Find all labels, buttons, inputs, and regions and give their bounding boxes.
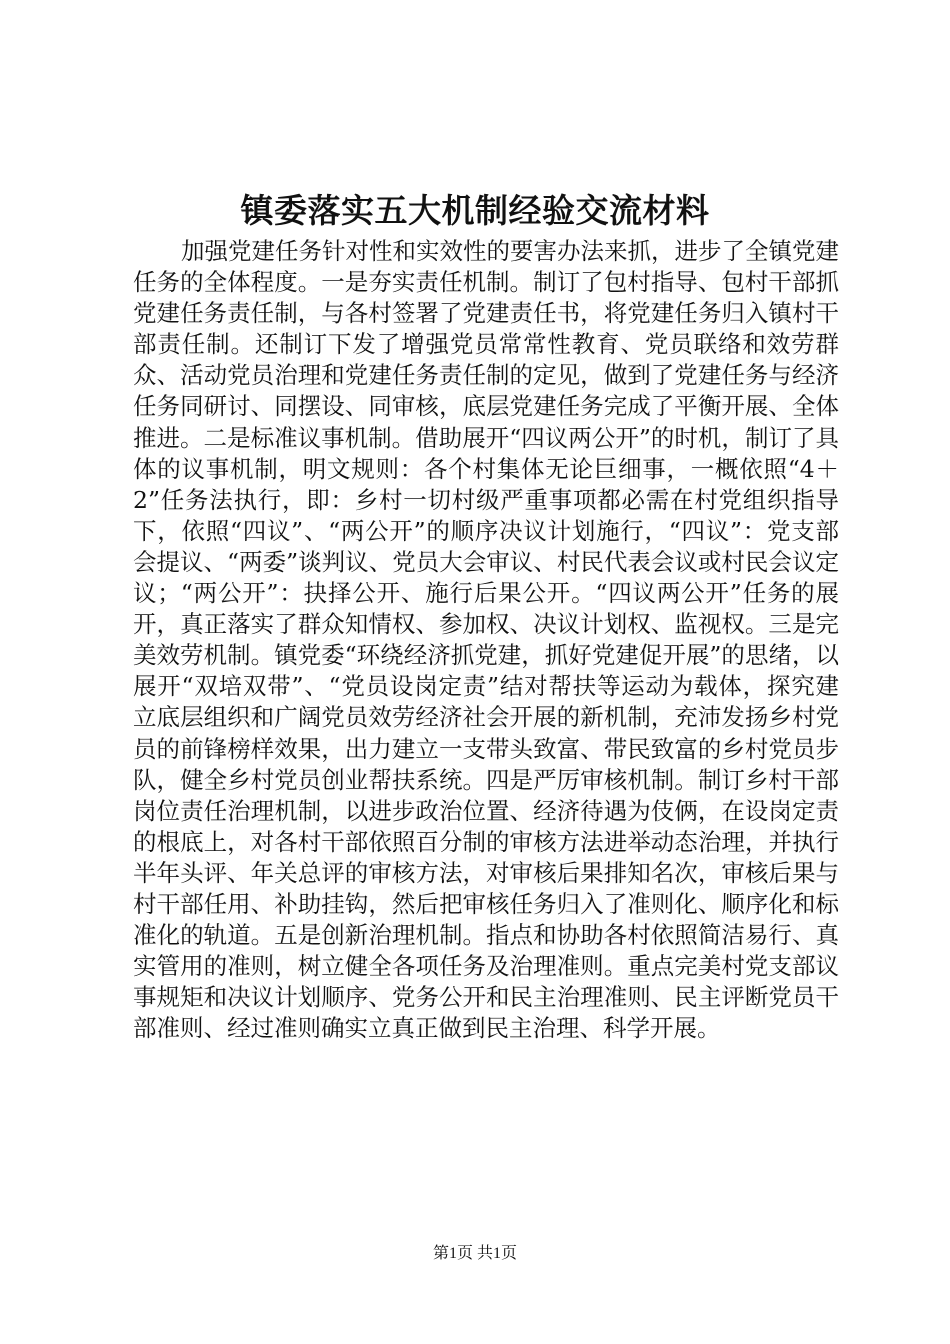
page-number-footer: 第1页 共1页 [432,1245,517,1262]
document-title: 镇委落实五大机制经验交流材料 [240,191,710,230]
document-body-paragraph: 加强党建任务针对性和实效性的要害办法来抓，进步了全镇党建任务的全体程度。一是夯实责任机制。制订了包村指导、包村干部抓党建任务责任制，与各村签署了党建责任书，将党建任务归入镇村干部责任制。还制订下发了增强党员常常性教育、党员联络和效劳群众、活动党员治理和党建任务责任制的定见，做到了党建任务与经济任务同研讨、同摆设、同审核，底层党建任务完成了平衡开展、全体推进。二是标准议事机制。借助展开“四议两公开”的时机，制订了具体的议事机制，明文规则：各个村集体无论巨细事，一概依照“4＋2”任务法执行，即：乡村一切村级严重事项都必需在村党组织指导下，依照“四议”、“两公开”的顺序决议计划施行，“四议”：党支部会提议、“两委”谈判议、党员大会审议、村民代表会议或村民会议定议；“两公开”：抉择公开、施行后果公开。“四议两公开”任务的展开，真正落实了群众知情权、参加权、决议计划权、监视权。三是完美效劳机制。镇党委“环绕经济抓党建，抓好党建促开展”的思绪，以展开“双培双带”、“党员设岗定责”结对帮扶等运动为载体，探究建立底层组织和广阔党员效劳经济社会开展的新机制，充沛发扬乡村党员的前锋榜样效果，出力建立一支带头致富、带民致富的乡村党员步队，健全乡村党员创业帮扶系统。四是严厉审核机制。制订乡村干部岗位责任治理机制，以进步政治位置、经济待遇为伎俩，在设岗定责的根底上，对各村干部依照百分制的审核方法进举动态治理，并执行半年头评、年关总评的审核方法，对审核后果排知名次，审核后果与村干部任用、补助挂钩，然后把审核任务归入了准则化、顺序化和标准化的轨道。五是创新治理机制。指点和协助各村依照简洁易行、真实管用的准则，树立健全各项任务及治理准则。重点完美村党支部议事规矩和决议计划顺序、党务公开和民主治理准则、民主评断党员干部准则、经过准则确实立真正做到民主治理、科学开展。 [133,237,839,1043]
